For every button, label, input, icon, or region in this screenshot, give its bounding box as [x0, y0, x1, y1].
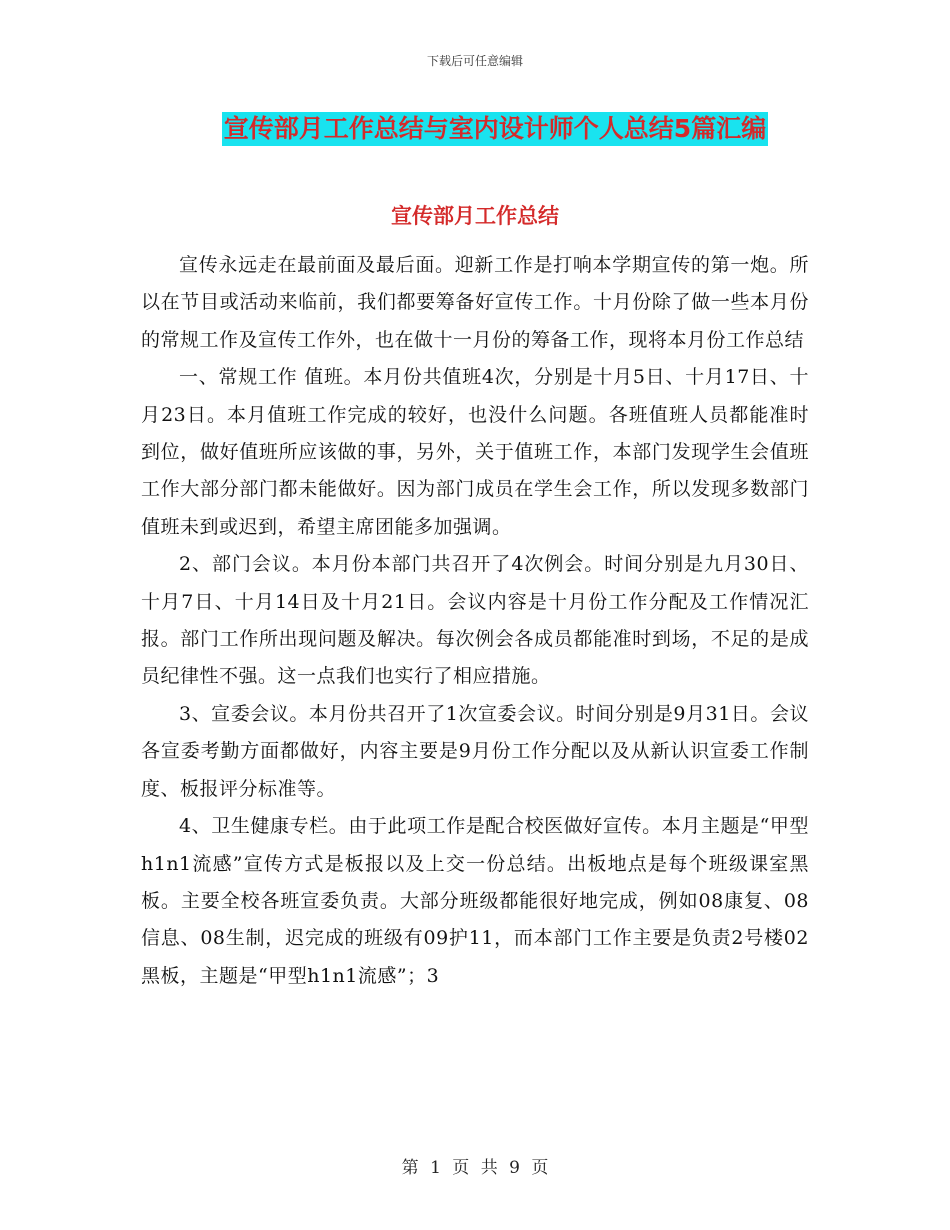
- section-title: 宣传部月工作总结: [391, 204, 559, 228]
- document-body: [141, 247, 809, 995]
- paragraph: 宣传永远走在最前面及最后面。迎新工作是打响本学期宣传的第一炮。所以在节目或活动来临前，我们都要筹备好宣传工作。十月份除了做一些本月份的常规工作及宣传工作外，也在做十一月份的筹备工作，现将本月份工作总结: [141, 254, 809, 351]
- document-title: 宣传部月工作总结与室内设计师个人总结5篇汇编: [222, 112, 768, 146]
- header-note: 下载后可任意编辑: [426, 54, 523, 68]
- paragraph: 2、部门会议。本月份本部门共召开了4次例会。时间分别是九月30日、十月7日、十月14日及十月21日。会议内容是十月份工作分配及工作情况汇报。部门工作所出现问题及解决。每次例会各成员都能准时到场，不足的是成员纪律性不强。这一点我们也实行了相应措施。: [141, 553, 809, 688]
- paragraph: 3、宣委会议。本月份共召开了1次宣委会议。时间分别是9月31日。会议各宣委考勤方面都做好，内容主要是9月份工作分配以及从新认识宣委工作制度、板报评分标准等。: [141, 702, 809, 800]
- title-container: [0, 112, 950, 146]
- paragraph: 一、常规工作 值班。本月份共值班4次，分别是十月5日、十月17日、十月23日。本月值班工作完成的较好，也没什么问题。各班值班人员都能准时到位，做好值班所应该做的事，另外，关于值班工作，本部门发现学生会值班工作大部分部门都未能做好。因为部门成员在学生会工作，所以发现多数部门值班未到或迟到，希望主席团能多加强调。: [141, 366, 809, 538]
- paragraph: 4、卫生健康专栏。由于此项工作是配合校医做好宣传。本月主题是“甲型h1n1流感”宣传方式是板报以及上交一份总结。出板地点是每个班级课室黑板。主要全校各班宣委负责。大部分班级都能很好地完成，例如08康复、08信息、08生制，迟完成的班级有09护11，而本部门工作主要是负责2号楼02黑板，主题是“甲型h1n1流感”；3: [141, 815, 809, 987]
- page-footer: 第 1 页 共 9 页: [401, 1158, 549, 1178]
